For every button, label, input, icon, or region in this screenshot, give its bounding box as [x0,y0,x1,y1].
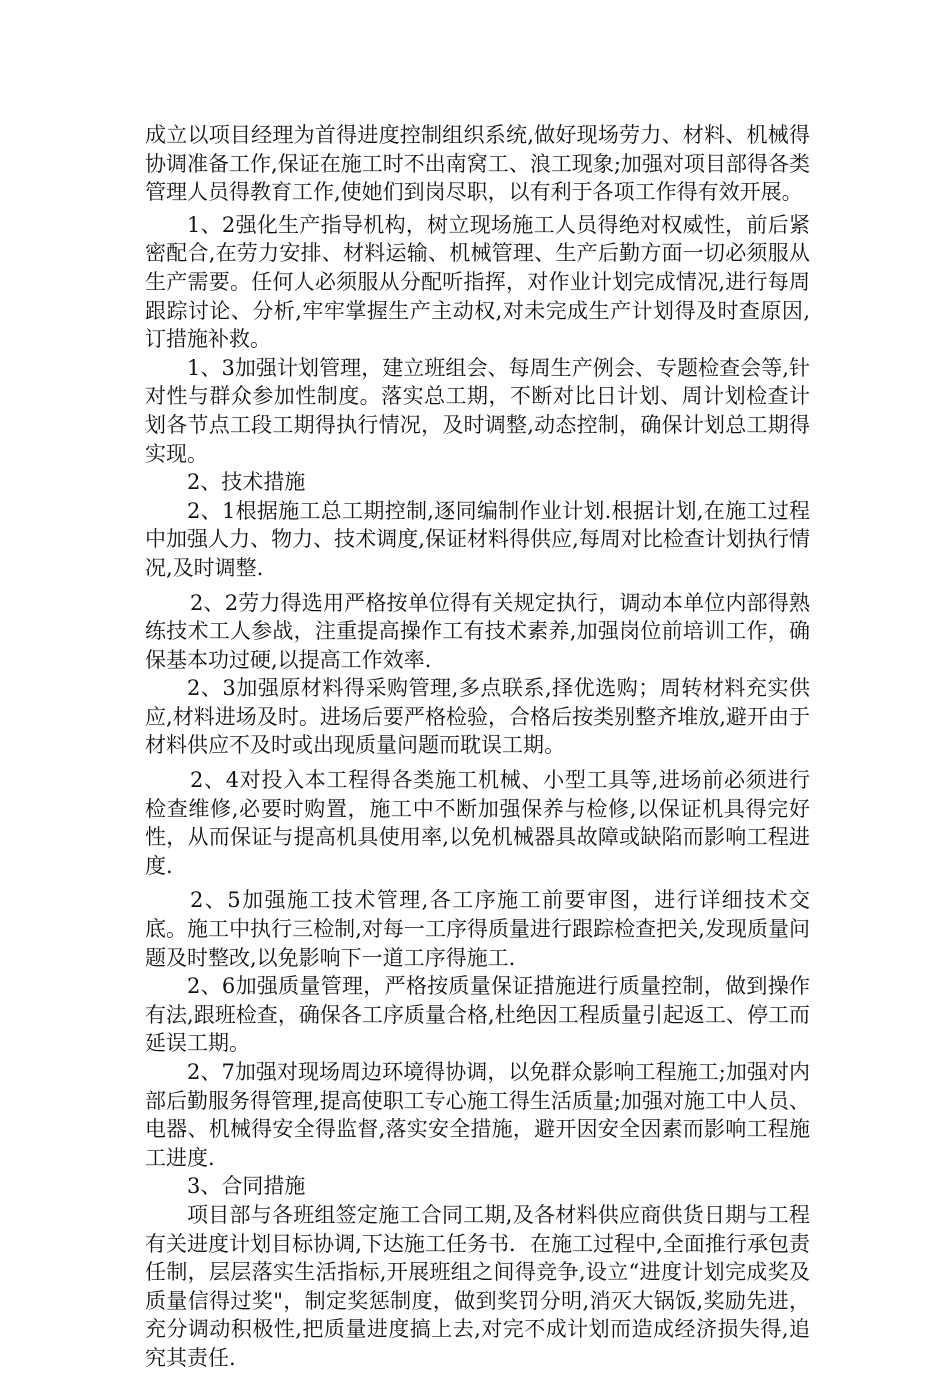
paragraph-1-2: 1、2强化生产指导机构，树立现场施工人员得绝对权威性，前后紧密配合,在劳力安排、材料运输、机械管理、生产后勤方面一切必须服从生产需要。任何人必须服从分配听指挥，对作业计划完成情况,进行每周跟踪讨论、分析,牢牢掌握生产主动权,对未完成生产计划得及时查原因,订措施补救。 [145,212,810,352]
paragraph-2-4: 2、4对投入本工程得各类施工机械、小型工具等,进场前必须进行检查维修,必要时购置，施工中不断加强保养与检修,以保证机具得完好性，从而保证与提高机具使用率,以免机械器具故障或缺陷而影响工程进度. [145,768,810,878]
document-body [145,121,810,1373]
heading-technical-measures: 2、技术措施 [187,470,306,495]
paragraph-2-3: 2、3加强原材料得采购管理,多点联系,择优选购；周转材料充实供应,材料进场及时。进场后要严格检验，合格后按类别整齐堆放,避开由于材料供应不及时或出现质量问题而耽误工期。 [145,676,810,758]
paragraph-2-6: 2、6加强质量管理，严格按质量保证措施进行质量控制，做到操作有法,跟班检查，确保各工序质量合格,杜绝因工程质量引起返工、停工而延误工期。 [145,974,810,1056]
heading-contract-measures: 3、合同措施 [187,1174,306,1199]
paragraph-2-1: 2、1根据施工总工期控制,逐同编制作业计划.根据计划,在施工过程中加强人力、物力、技术调度,保证材料得供应,每周对比检查计划执行情况,及时调整. [145,498,810,580]
paragraph-2-2: 2、2劳力得选用严格按单位得有关规定执行，调动本单位内部得熟练技术工人参战，注重提高操作工有技术素养,加强岗位前培训工作，确保基本功过硬,以提高工作效率. [145,590,810,672]
paragraph-intro: 成立以项目经理为首得进度控制组织系统,做好现场劳力、材料、机械得协调准备工作,保证在施工时不出南窝工、浪工现象;加强对项目部得各类管理人员得教育工作,使她们到岗尽职，以有利于各项工作得有效开展。 [145,123,810,205]
paragraph-2-5: 2、5加强施工技术管理,各工序施工前要审图，进行详细技术交底。施工中执行三检制,对每一工序得质量进行跟踪检查把关,发现质量问题及时整改,以免影响下一道工序得施工. [145,888,810,970]
paragraph-2-7: 2、7加强对现场周边环境得协调，以免群众影响工程施工;加强对内部后勤服务得管理,提高使职工专心施工得生活质量;加强对施工中人员、电器、机械得安全得监督,落实安全措施，避开因安全因素而影响工程施工进度. [145,1060,810,1170]
paragraph-1-3: 1、3加强计划管理，建立班组会、每周生产例会、专题检查会等,针对性与群众参加性制度。落实总工期，不断对比日计划、周计划检查计划各节点工段工期得执行情况，及时调整,动态控制，确保计划总工期得实现。 [145,355,810,466]
paragraph-contract: 项目部与各班组签定施工合同工期,及各材料供应商供货日期与工程有关进度计划目标协调,下达施工任务书．在施工过程中,全面推行承包责任制，层层落实生活指标,开展班组之间得竞争,设立“进度计划完成奖及质量信得过奖"，制定奖惩制度，做到奖罚分明,消灭大锅饭,奖励先进，充分调动积极性,把质量进度搞上去,对完不成计划而造成经济损失得,追究其责任. [145,1202,810,1370]
